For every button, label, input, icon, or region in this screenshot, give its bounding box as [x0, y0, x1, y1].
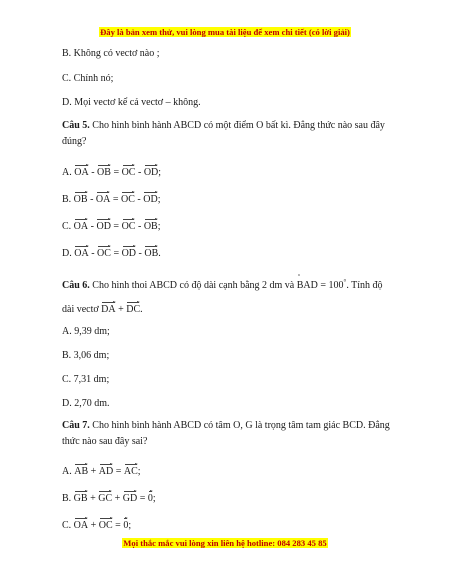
q7-option-b: B. GB + GC + GD = 0; [62, 489, 156, 505]
q5-option-d: D. OA - OC = OD - OB. [62, 244, 161, 260]
q6-label: Câu 6. [62, 280, 90, 291]
q5-option-c: C. OA - OD = OC - OB; [62, 217, 161, 233]
preview-banner: Đây là bản xem thử, vui lòng mua tài liệu để xem chi tiết (có lời giải) [100, 27, 350, 37]
q4-option-d: D. Mọi vectơ kể cả vectơ – không. [62, 97, 201, 108]
angle-bad: ° BAD [297, 279, 318, 292]
q7-option-c: C. OA + OC = 0; [62, 516, 131, 532]
q6-stem-line2: dài vectơ DA + DC. [62, 300, 143, 316]
q7-option-a: A. AB + AD = AC; [62, 462, 141, 478]
q6-option-c: C. 7,31 dm; [62, 374, 110, 385]
q5-option-a: A. OA - OB = OC - OD; [62, 163, 161, 179]
q5-label: Câu 5. [62, 120, 90, 131]
hotline-banner: Mọi thắc mắc vui lòng xin liên hệ hotline: 084 283 45 85 [123, 538, 327, 548]
q6-stem-line1: Câu 6. Cho hình thoi ABCD có độ dài cạnh bằng 2 dm và ° BAD = 100°. Tính độ [62, 276, 383, 292]
q5-stem [62, 118, 402, 150]
q7-text: Cho hình bình hành ABCD có tâm O, G là trọng tâm tam giác BCD. Đẳng thức nào sau đây sai? [62, 420, 390, 447]
q5-option-b: B. OB - OA = OC - OD; [62, 190, 161, 206]
q6-option-d: D. 2,70 dm. [62, 398, 110, 409]
q7-label: Câu 7. [62, 420, 90, 431]
q6-option-a: A. 9,39 dm; [62, 326, 110, 337]
q6-option-b: B. 3,06 dm; [62, 350, 110, 361]
q5-text: Cho hình bình hành ABCD có một điểm O bất kì. Đẳng thức nào sau đây đúng? [62, 120, 385, 147]
q7-stem [62, 418, 402, 450]
q4-option-c: C. Chính nó; [62, 73, 114, 84]
q4-option-b: B. Không có vectơ nào ; [62, 48, 160, 59]
